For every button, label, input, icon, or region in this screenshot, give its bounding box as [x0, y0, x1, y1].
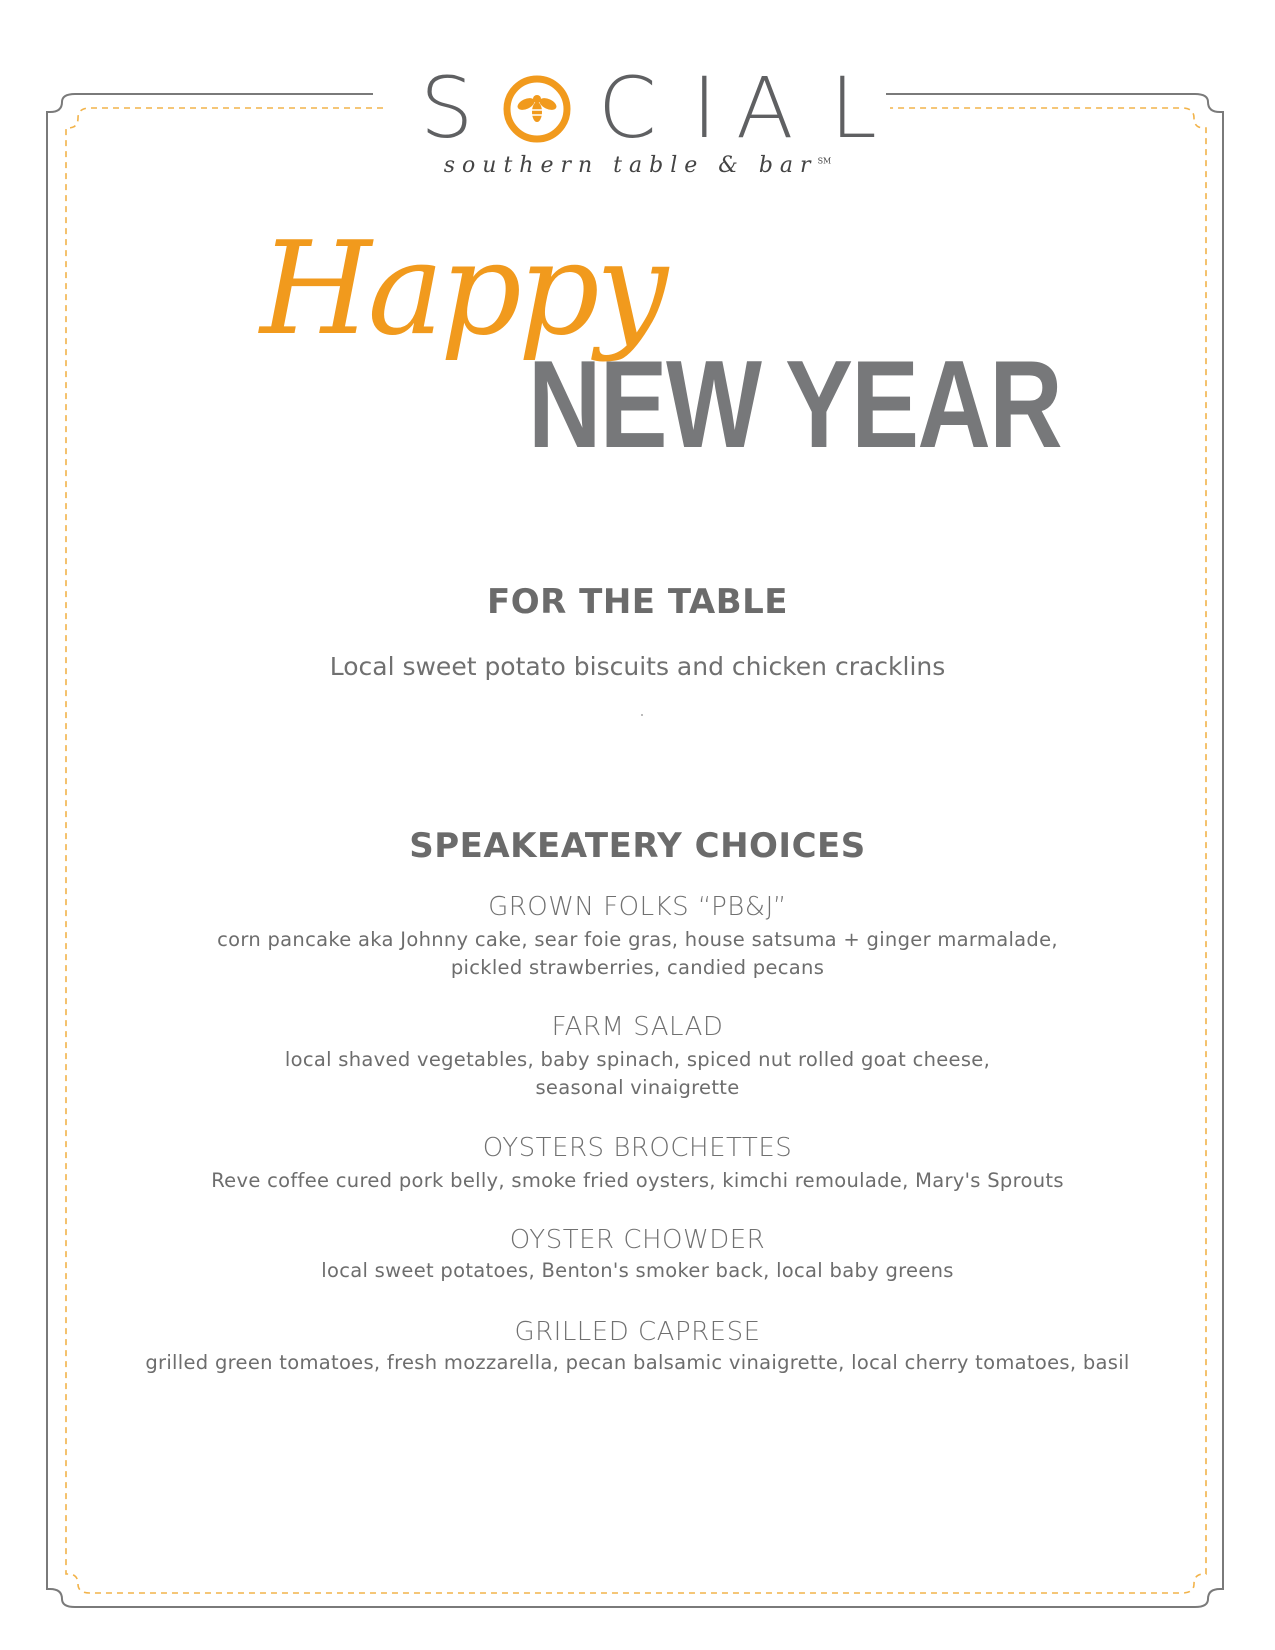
menu-item-description: pickled strawberries, candied pecans — [450, 956, 825, 979]
tagline-text: southern table & bar — [443, 153, 818, 178]
menu-item-description: seasonal vinaigrette — [535, 1076, 740, 1099]
service-mark: SM — [817, 156, 832, 166]
greeting-block: NEW YEAR — [528, 336, 1062, 474]
menu-item — [0, 1133, 1275, 1195]
brand-letter: I — [692, 59, 717, 157]
menu-item-name: FARM SALAD — [551, 1012, 724, 1042]
menu-item — [0, 1225, 1275, 1285]
for-the-table-description: Local sweet potato biscuits and chicken cracklins — [329, 652, 946, 681]
brand-letter: A — [736, 59, 794, 157]
brand-letter: C — [598, 59, 657, 157]
menu-item — [0, 1317, 1275, 1377]
menu-item — [0, 1012, 1275, 1102]
menu-item-description: Reve coffee cured pork belly, smoke fried oysters, kimchi remoulade, Mary's Sprouts — [211, 1169, 1064, 1192]
brand-letter: L — [830, 59, 877, 157]
menu-item-name: GRILLED CAPRESE — [514, 1317, 761, 1347]
menu-item-name: GROWN FOLKS “PB&J” — [488, 892, 787, 922]
menu-item — [0, 892, 1275, 982]
menu-item-description: corn pancake aka Johnny cake, sear foie gras, house satsuma + ginger marmalade, — [217, 928, 1058, 951]
greeting-script: Happy — [260, 215, 665, 364]
for-the-table-heading: FOR THE TABLE — [486, 582, 789, 622]
menu-item-name: OYSTERS BROCHETTES — [482, 1133, 793, 1163]
divider-dot — [641, 714, 643, 716]
menu-item-name: OYSTER CHOWDER — [509, 1225, 766, 1255]
menu-item-description: grilled green tomatoes, fresh mozzarella, pecan balsamic vinaigrette, local cherry tomatoes, basil — [145, 1351, 1130, 1374]
bee-icon — [502, 74, 572, 144]
menu-item-description: local shaved vegetables, baby spinach, spiced nut rolled goat cheese, — [284, 1048, 991, 1071]
brand-tagline — [0, 153, 1275, 178]
brand-wordmark — [420, 59, 880, 157]
brand-letter: S — [420, 59, 474, 157]
speakeatery-heading: SPEAKEATERY CHOICES — [409, 826, 866, 866]
menu-item-description: local sweet potatoes, Benton's smoker back, local baby greens — [321, 1259, 954, 1282]
